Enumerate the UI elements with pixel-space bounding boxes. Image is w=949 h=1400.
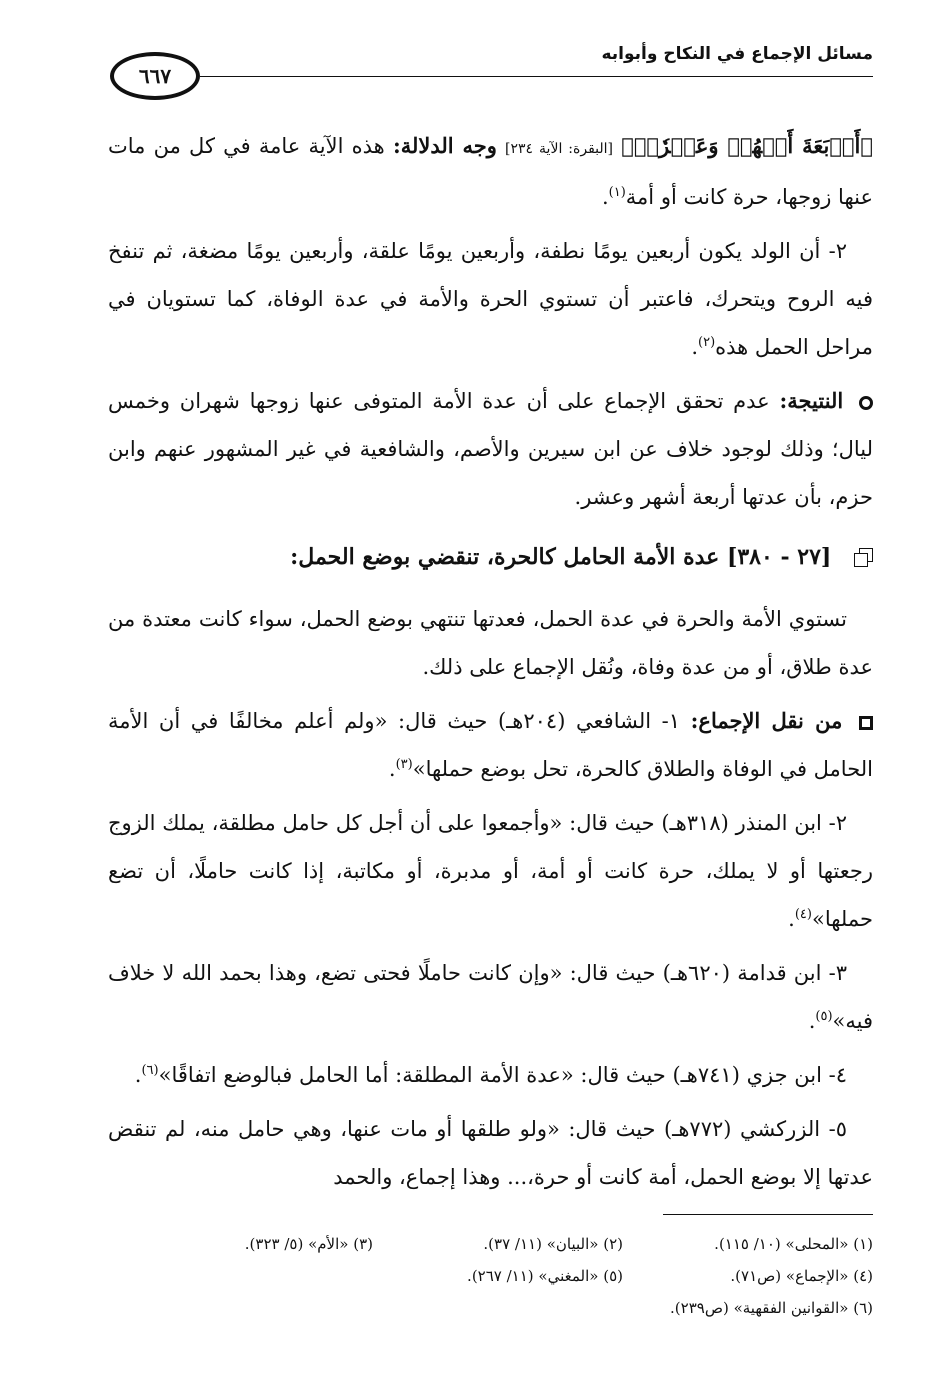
footnote-ref-3: (٣) <box>395 757 413 772</box>
footnotes <box>108 1228 873 1324</box>
result-text: عدم تحقق الإجماع على أن عدة الأمة المتوفى عنها زوجها شهران وخمس ليال؛ وذلك لوجود خلاف عن ابن سيرين والأصم، والشافعية في غير المشهور عنهم وابن حزم، بأن عدتها أربعة أشهر وعشر. <box>108 389 873 509</box>
verse-citation: [البقرة: الآية ٢٣٤] <box>505 141 614 157</box>
footnote-2: (٢) «البيان» (١١/ ٣٧). <box>483 1235 623 1253</box>
section-heading-text: [٢٧ - ٣٨٠] عدة الأمة الحامل كالحرة، تنقضي بوضع الحمل: <box>290 544 832 570</box>
paragraph-verse-evidence: ﴿أَرۡبَعَةَ أَشۡهُرٖ وَعَشۡرٗاۖ﴾ [البقرة: الآية ٢٣٤] وجه الدلالة: هذه الآية عامة في كل من مات عنها زوجها، حرة كانت أو أمة$^{(١)}$. <box>108 133 873 209</box>
footnote-ref-2: (٢) <box>698 335 716 350</box>
consensus-2-text: ٢- ابن المنذر (٣١٨هـ) حيث قال: «وأجمعوا على أن أجل كل حامل مطلقة، يملك الزوج رجعتها أو لا يملك، حرة كانت أو أمة، أو مدبرة، أو مكاتبة، إذا كانت حاملًا، أن تضع حملها» <box>108 811 873 931</box>
section-heading <box>108 533 873 581</box>
result-label: النتيجة: <box>779 388 844 413</box>
footnote-6: (٦) «القوانين الفقهية» (ص٢٣٩). <box>670 1299 873 1317</box>
consensus-5-text: ٥- الزركشي (٧٧٢هـ) حيث قال: «ولو طلقها أو مات عنها، وهي حامل منه، لم تنقض عدتها إلا بوضع الحمل، أمة كانت أو حرة،... وهذا إجماع، والحمد <box>108 1117 873 1189</box>
footnote-ref-1: (١) <box>608 185 626 200</box>
paragraph-consensus-3: ٣- ابن قدامة (٦٢٠هـ) حيث قال: «وإن كانت حاملًا فحتى تضع، وهذا بحمد الله لا خلاف فيه»$^{(٥)}$. <box>108 961 873 1033</box>
footnote-4: (٤) «الإجماع» (ص٧١). <box>730 1267 873 1285</box>
footnote-row <box>108 1260 873 1292</box>
paragraph-consensus-2: ٢- ابن المنذر (٣١٨هـ) حيث قال: «وأجمعوا على أن أجل كل حامل مطلقة، يملك الزوج رجعتها أو لا يملك، حرة كانت أو أمة، أو مدبرة، أو مكاتبة، إذا كانت حاملًا، أن تضع حملها»$^{(٤)}$. <box>108 811 873 931</box>
consensus-label: من نقل الإجماع: <box>690 708 843 733</box>
footnote-ref-6: (٦) <box>141 1063 159 1078</box>
consensus-3-text: ٣- ابن قدامة (٦٢٠هـ) حيث قال: «وإن كانت حاملًا فحتى تضع، وهذا بحمد الله لا خلاف فيه» <box>108 961 873 1033</box>
paragraph-consensus-4: ٤- ابن جزي (٧٤١هـ) حيث قال: «عدة الأمة المطلقة: أما الحامل فبالوضع اتفاقًا»$^{(٦)}$. <box>134 1063 847 1087</box>
circle-bullet-icon <box>859 396 873 410</box>
consensus-4-text: ٤- ابن جزي (٧٤١هـ) حيث قال: «عدة الأمة المطلقة: أما الحامل فبالوضع اتفاقًا» <box>158 1063 847 1087</box>
header-rule <box>200 76 873 77</box>
running-title: مسائل الإجماع في النكاح وأبوابه <box>601 44 873 64</box>
footnote-ref-5: (٥) <box>815 1009 833 1024</box>
footnote-1: (١) «المحلى» (١٠/ ١١٥). <box>714 1235 873 1253</box>
second-evidence-text: ٢- أن الولد يكون أربعين يومًا نطفة، وأربعين يومًا علقة، وأربعين يومًا مضغة، ثم تنفخ فيه الروح ويتحرك، فاعتبر أن تستوي الحرة والأمة في عدة الوفاة، كما تستويان في مراحل الحمل هذه <box>108 239 873 359</box>
footnote-ref-4: (٤) <box>794 907 812 922</box>
evidence-text: هذه الآية عامة في كل من مات عنها زوجها، حرة كانت أو أمة <box>108 134 873 209</box>
footnote-row <box>108 1228 873 1260</box>
document-stack-icon <box>851 548 873 568</box>
footnote-rule <box>663 1214 873 1215</box>
paragraph-result <box>108 377 873 521</box>
quran-verse: ﴿أَرۡبَعَةَ أَشۡهُرٖ وَعَشۡرٗاۖ﴾ <box>621 133 873 158</box>
evidence-label: وجه الدلالة: <box>392 133 497 158</box>
consensus-1-text: ١- الشافعي (٢٠٤هـ) حيث قال: «ولم أعلم مخالفًا في أن الأمة الحامل في الوفاة والطلاق كالحرة، تحل بوضع حملها» <box>108 709 873 781</box>
intro-text: تستوي الأمة والحرة في عدة الحمل، فعدتها تنتهي بوضع الحمل، سواء كانت معتدة من عدة طلاق، أو من عدة وفاة، ونُقل الإجماع على ذلك. <box>108 607 873 679</box>
paragraph-intro <box>108 595 873 691</box>
paragraph-consensus-5 <box>108 1105 873 1201</box>
paragraph-consensus-1: من نقل الإجماع: ١- الشافعي (٢٠٤هـ) حيث قال: «ولم أعلم مخالفًا في أن الأمة الحامل في الوفاة والطلاق كالحرة، تحل بوضع حملها»$^{(٣)}$. <box>108 708 873 781</box>
footnote-3: (٣) «الأم» (٥/ ٣٢٣). <box>244 1235 373 1253</box>
paragraph-second-evidence: ٢- أن الولد يكون أربعين يومًا نطفة، وأربعين يومًا علقة، وأربعين يومًا مضغة، ثم تنفخ فيه الروح ويتحرك، فاعتبر أن تستوي الحرة والأمة في عدة الوفاة، كما تستويان في مراحل الحمل هذه$^{(٢)}$. <box>108 239 873 359</box>
main-text <box>108 122 873 1207</box>
footnote-row <box>108 1292 873 1324</box>
footnote-5: (٥) «المغني» (١١/ ٢٦٧). <box>467 1267 623 1285</box>
square-bullet-icon <box>859 716 873 730</box>
page-number: ٦٦٧ <box>110 52 200 100</box>
